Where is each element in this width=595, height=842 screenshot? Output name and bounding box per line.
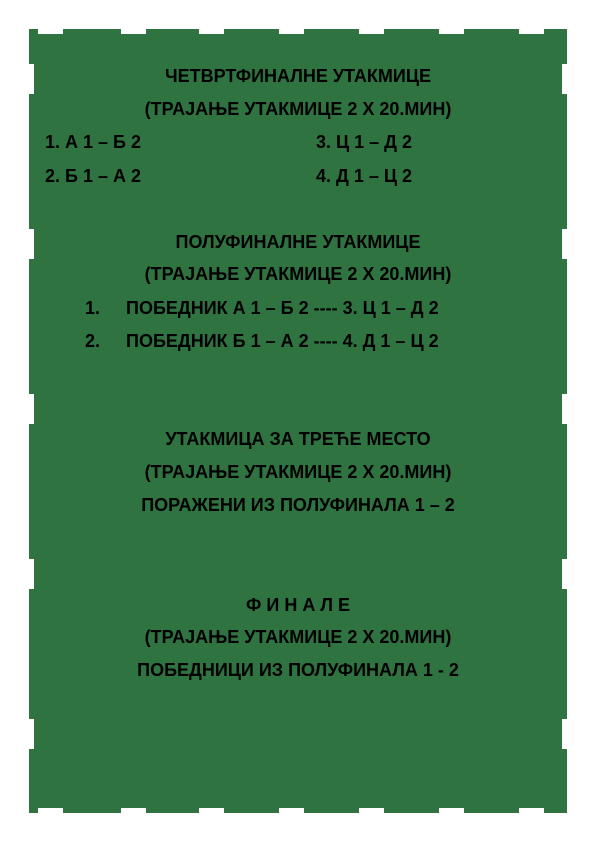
final-title: Ф И Н А Л Е [246, 595, 350, 615]
edge-notch [562, 394, 567, 424]
edge-notch [121, 808, 146, 813]
edge-notch [38, 29, 63, 34]
semifinals-title: ПОЛУФИНАЛНЕ УТАКМИЦЕ [175, 232, 421, 252]
edge-notch [562, 719, 567, 749]
quarterfinal-match-2: 2. Б 1 – А 2 [45, 166, 141, 186]
semifinal-match-number: 2. [85, 331, 101, 351]
final-duration: (ТРАЈАЊЕ УТАКМИЦЕ 2 Х 20.МИН) [144, 627, 452, 647]
final-participants: ПОБЕДНИЦИ ИЗ ПОЛУФИНАЛА 1 - 2 [137, 660, 459, 680]
semifinals-duration: (ТРАЈАЊЕ УТАКМИЦЕ 2 Х 20.МИН) [144, 264, 452, 284]
edge-notch [29, 719, 34, 749]
edge-notch [519, 808, 544, 813]
edge-notch [439, 808, 464, 813]
edge-notch [562, 559, 567, 589]
edge-notch [519, 29, 544, 34]
quarterfinal-match-4: 4. Д 1 – Ц 2 [316, 166, 413, 186]
edge-notch [199, 808, 224, 813]
quarterfinals-duration: (ТРАЈАЊЕ УТАКМИЦЕ 2 Х 20.МИН) [144, 99, 452, 119]
third-place-participants: ПОРАЖЕНИ ИЗ ПОЛУФИНАЛА 1 – 2 [141, 495, 455, 515]
edge-notch [359, 29, 384, 34]
edge-notch [38, 808, 63, 813]
edge-notch [121, 29, 146, 34]
third-place-duration: (ТРАЈАЊЕ УТАКМИЦЕ 2 Х 20.МИН) [144, 462, 452, 482]
edge-notch [439, 29, 464, 34]
quarterfinal-match-1: 1. А 1 – Б 2 [45, 132, 141, 152]
edge-notch [279, 29, 304, 34]
quarterfinals-title: ЧЕТВРТФИНАЛНЕ УТАКМИЦЕ [164, 66, 431, 86]
semifinal-match-1: ПОБЕДНИК А 1 – Б 2 ---- 3. Ц 1 – Д 2 [126, 298, 439, 318]
semifinal-match-number: 1. [85, 298, 101, 318]
semifinal-match-2: ПОБЕДНИК Б 1 – А 2 ---- 4. Д 1 – Ц 2 [126, 331, 439, 351]
quarterfinal-match-3: 3. Ц 1 – Д 2 [316, 132, 413, 152]
edge-notch [29, 559, 34, 589]
edge-notch [359, 808, 384, 813]
edge-notch [29, 394, 34, 424]
edge-notch [279, 808, 304, 813]
edge-notch [199, 29, 224, 34]
third-place-title: УТАКМИЦА ЗА ТРЕЋЕ МЕСТО [165, 429, 431, 449]
